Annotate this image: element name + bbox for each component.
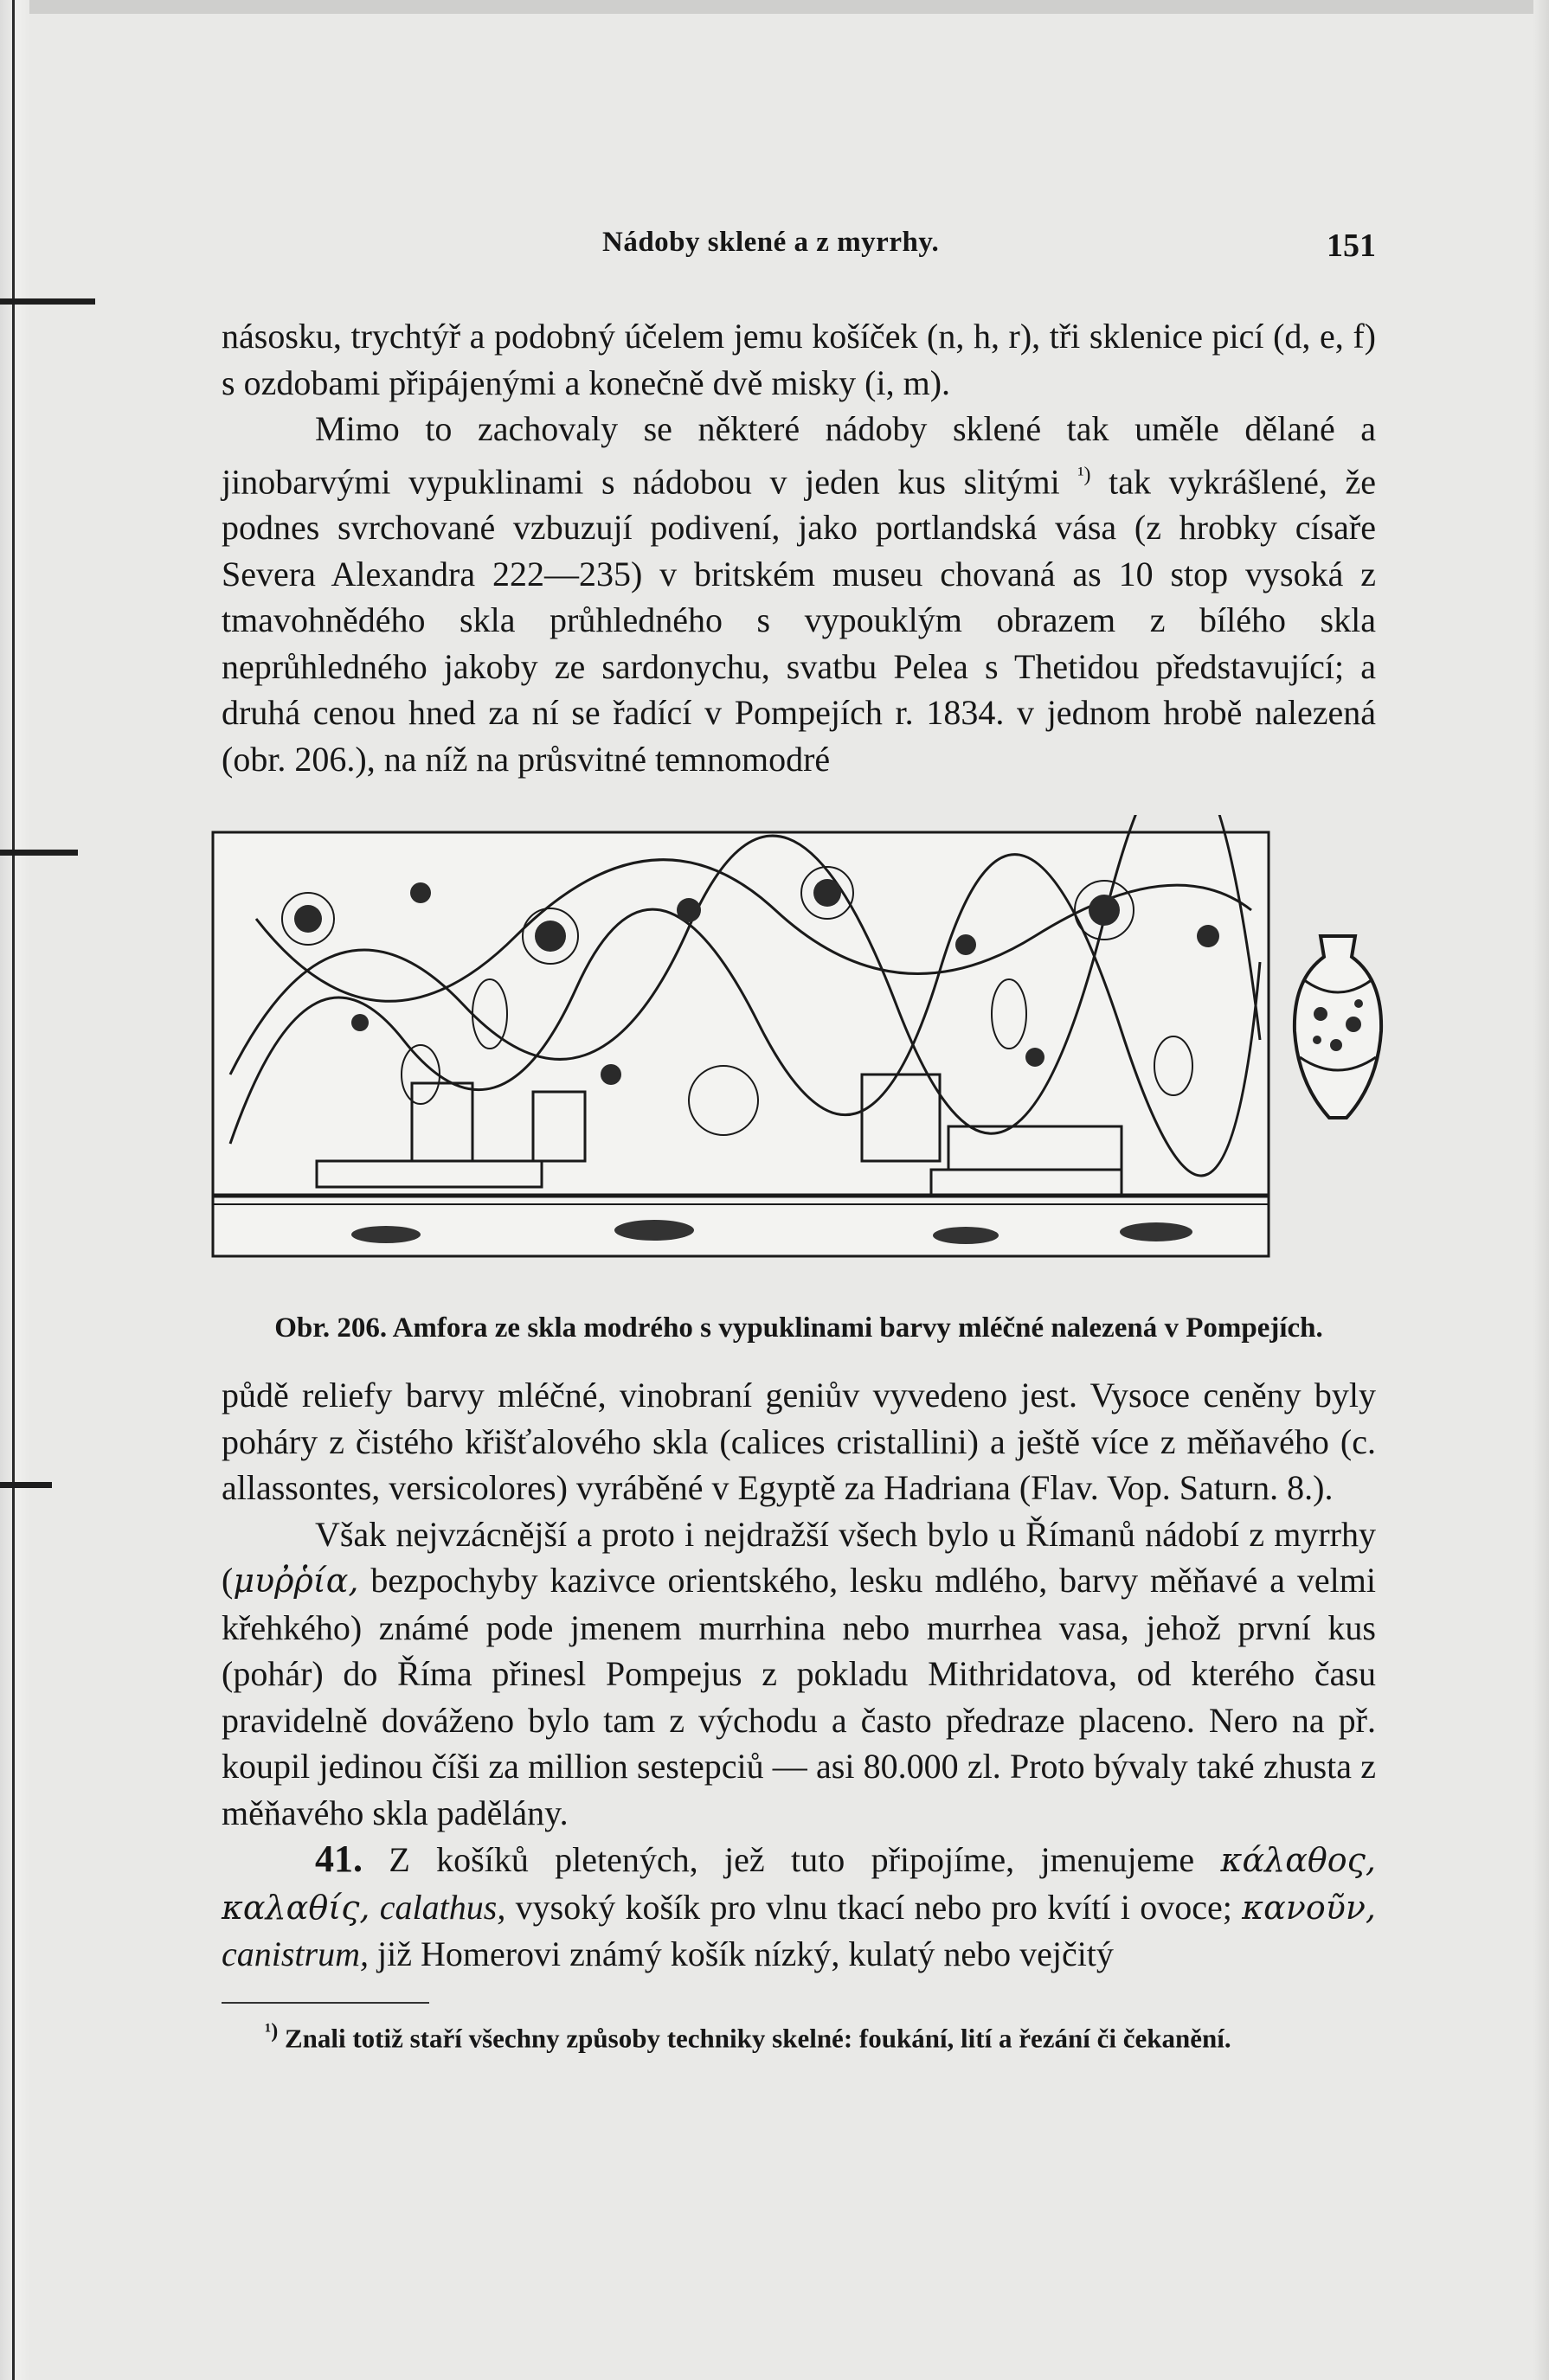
amphora-illustration bbox=[1286, 927, 1390, 1126]
section-number: 41. bbox=[315, 1838, 363, 1881]
scan-left-edge bbox=[0, 0, 29, 2380]
paragraph-1: násosku, trychtýř a podobný účelem jemu košíček (n, h, r), tři sklenice picí (d, e, f) s ozdobami připájenými a konečně dvě misky (i, m). bbox=[222, 317, 1376, 402]
latin-term-canistrum: canistrum, bbox=[222, 1934, 369, 1974]
paragraph-5-text-b: vysoký košík pro vlnu tkací nebo pro kvítí i ovoce; bbox=[505, 1887, 1243, 1927]
scan-top-edge bbox=[0, 0, 1549, 14]
frieze-illustration bbox=[204, 815, 1286, 1265]
binding-mark bbox=[0, 298, 95, 305]
figure-caption: Obr. 206. Amfora ze skla modrého s vypuklinami barvy mléčné nalezená v Pompejích. bbox=[274, 1312, 1323, 1344]
footnote-ref[interactable]: ¹) bbox=[1077, 463, 1091, 486]
greek-term-kalathos: κάλαθος, καλαθίς, bbox=[222, 1841, 1376, 1927]
paragraph-4-text-a: Však nejvzácnější a proto i nejdražší všech bylo u Římanů nádobí z myrrhy ( bbox=[222, 1514, 1376, 1601]
greek-term-myrrhia: μυῤῥία, bbox=[233, 1562, 359, 1601]
paragraph-2-text-b: tak vykrášlené, že podnes svrchované vzbuzují podivení, jako portlandská vása (z hrobky císaře Severa Alexandra 222—235) v britském museu chovaná as 10 stop vysoká z tmavohnědého skla průhledného s vypouklým obrazem z bílého skla neprůhledného jakoby ze sardonychu, svatbu Pelea s Thetidou představující; a druhá cenou hned za ní se řadící v Pompejích r. 1834. v jednom hrobě nalezená (obr. 206.), na níž na průsvitné temnomodré bbox=[222, 461, 1377, 779]
paragraph-3: půdě reliefy barvy mléčné, vinobraní geniův vyvedeno jest. Vysoce ceněny byly poháry z čistého křišťalového skla (calices cristallini) a ještě více z měňavého (c. allassontes, versicolores) vyráběné v Egyptě za Hadriana (Flav. Vop. Saturn. 8.). bbox=[222, 1376, 1376, 1508]
footnote bbox=[222, 2012, 1376, 2057]
paragraph-4-text-b: bezpochyby kazivce orientského, lesku mdlého, barvy měňavé a velmi křehkého) známé pode jmenem murrhina nebo murrhea vasa, jehož první kus (pohár) do Říma přinesl Pompejus z pokladu Mithridatova, od kterého času pravidelně dováženo bylo tam z východu a často předraze placeno. Nero na př. koupil jedinou číši za million sestерciů — asi 80.000 zl. Proto bývaly také zhusta z měňavého skla padělány. bbox=[222, 1561, 1376, 1832]
scan-right-edge bbox=[1533, 0, 1549, 2380]
page-number: 151 bbox=[1327, 228, 1376, 264]
greek-term-kanoun: κανοῦν, bbox=[1242, 1888, 1377, 1927]
footnote-divider bbox=[222, 2002, 429, 2004]
running-head-title: Nádoby sklené a z myrrhy. bbox=[602, 227, 940, 258]
text-bottom bbox=[222, 1372, 1376, 1978]
paragraph-5 bbox=[222, 1836, 1376, 1978]
page bbox=[222, 227, 1376, 2084]
paragraph-2 bbox=[222, 406, 1376, 782]
paragraph-4 bbox=[222, 1511, 1376, 1837]
binding-mark bbox=[0, 1482, 52, 1488]
text-top bbox=[222, 313, 1376, 782]
footnote-mark: ¹) bbox=[265, 2019, 279, 2043]
binding-rule bbox=[12, 0, 15, 2380]
latin-term-calathus: calathus, bbox=[370, 1887, 506, 1927]
binding-mark bbox=[0, 850, 78, 856]
running-head bbox=[222, 227, 1376, 279]
figure-206 bbox=[222, 815, 1376, 1299]
paragraph-2-text-a: Mimo to zachovaly se některé nádoby sklené tak uměle dělané a jinobarvými vypuklinami s nádobou v jeden kus slitými bbox=[222, 409, 1376, 501]
paragraph-5-text-c: již Homerovi známý košík nízký, kulatý nebo vejčitý bbox=[369, 1934, 1114, 1974]
paragraph-5-text-a: Z košíků pletených, jež tuto připojíme, jmenujeme bbox=[363, 1840, 1221, 1880]
footnote-text: Znali totiž staří všechny způsoby techniky skelné: foukání, lití a řezání či čekanění. bbox=[278, 2023, 1231, 2054]
